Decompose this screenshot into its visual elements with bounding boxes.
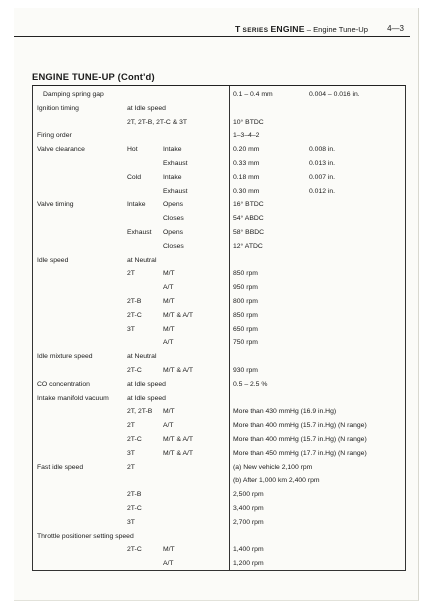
spec-value-metric: More than 430 mmHg (16.9 in.Hg) (233, 408, 337, 416)
spec-item: Valve clearance (37, 146, 85, 154)
spec-subcondition: M/T & A/T (163, 311, 194, 319)
spec-subcondition: A/T (163, 560, 174, 568)
spec-item: Firing order (37, 132, 72, 140)
table-row (33, 502, 405, 515)
header-title-prefix: T (234, 24, 241, 34)
spec-value-metric: More than 400 mmHg (15.7 in.Hg) (N range) (233, 422, 367, 430)
spec-value-metric: 54° ABDC (233, 215, 264, 223)
spec-subcondition: M/T (163, 298, 175, 305)
table-row (33, 254, 405, 267)
table-row (33, 171, 405, 184)
spec-item: Idle speed (37, 256, 69, 264)
table-row (33, 129, 405, 142)
spec-value-metric: 1–3–4–2 (233, 132, 260, 140)
spec-condition: at Idle speed (127, 104, 166, 112)
table-row (33, 198, 405, 211)
spec-value-metric: (b) After 1,000 km 2,400 rpm (233, 477, 320, 485)
table-row (33, 543, 405, 556)
spec-value-metric: 650 rpm (233, 325, 258, 333)
table-row (33, 143, 405, 156)
spec-value-metric: More than 450 mmHg (17.7 in.Hg) (N range) (233, 449, 367, 457)
spec-subcondition: Exhaust (163, 160, 188, 167)
table-row (33, 309, 405, 322)
table-row (33, 281, 405, 294)
table-row (33, 157, 405, 170)
spec-subcondition: M/T & A/T (163, 436, 194, 443)
spec-subcondition: A/T (163, 339, 174, 347)
spec-condition: at Neutral (127, 353, 157, 361)
spec-condition: 3T (127, 518, 135, 526)
spec-value-metric: 800 rpm (233, 298, 258, 305)
spec-subcondition: Opens (163, 201, 184, 209)
spec-condition: 2T-B (127, 491, 142, 499)
table-row (33, 461, 405, 474)
spec-value-metric: 1,200 rpm (233, 560, 264, 568)
spec-value-metric: 950 rpm (233, 284, 258, 292)
table-row (33, 392, 405, 405)
spec-condition: 2T-C (127, 546, 142, 554)
spec-condition: 2T-C (127, 505, 142, 512)
spec-condition: 2T (127, 270, 135, 278)
spec-condition: 2T-B (127, 298, 142, 305)
table-row (33, 447, 405, 460)
spec-value-metric: 0.30 mm (233, 187, 260, 195)
table-row (33, 240, 405, 253)
spec-item: Throttle positioner setting speed (37, 532, 134, 540)
spec-condition: 2T (127, 463, 135, 471)
spec-condition: 2T (127, 422, 135, 430)
header-title-series: SERIES (242, 27, 269, 34)
spec-subcondition: Closes (163, 215, 184, 223)
table-row (33, 530, 405, 543)
table-row (33, 474, 405, 487)
spec-value-metric: 750 rpm (233, 339, 258, 347)
spec-item: Valve timing (37, 201, 74, 209)
spec-value-metric: 1,400 rpm (233, 546, 264, 554)
spec-subcondition: A/T (163, 422, 174, 430)
spec-value-metric: 12° ATDC (233, 242, 263, 250)
table-row (33, 323, 405, 336)
spec-value-imperial: 0.013 in. (309, 160, 336, 167)
spec-table (32, 85, 406, 571)
spec-value-metric: 0.1 – 0.4 mm (233, 91, 273, 98)
section-title: ENGINE TUNE-UP (Cont'd) (32, 71, 155, 82)
spec-subcondition: M/T (163, 325, 175, 333)
table-row (33, 185, 405, 198)
spec-value-imperial: 0.012 in. (309, 187, 336, 195)
table-row (33, 488, 405, 501)
page-header (14, 24, 414, 40)
spec-subcondition: M/T (163, 408, 175, 416)
spec-condition: 2T, 2T-B (127, 408, 153, 416)
spec-subcondition: M/T (163, 546, 175, 554)
spec-value-metric: 0.33 mm (233, 160, 260, 167)
spec-value-metric: 2,500 rpm (233, 491, 264, 499)
spec-item: Ignition timing (37, 104, 79, 112)
spec-condition: 3T (127, 325, 135, 333)
spec-condition: at Neutral (127, 256, 157, 264)
spec-value-imperial: 0.004 – 0.016 in. (309, 91, 360, 98)
spec-value-metric: More than 400 mmHg (15.7 in.Hg) (N range) (233, 436, 367, 443)
spec-item: Intake manifold vacuum (37, 394, 109, 402)
table-row (33, 557, 405, 570)
table-row (33, 516, 405, 529)
spec-value-metric: (a) New vehicle 2,100 rpm (233, 463, 313, 471)
spec-condition: 2T, 2T-B, 2T-C & 3T (127, 118, 188, 126)
table-row (33, 405, 405, 418)
spec-condition: Exhaust (127, 229, 152, 236)
table-row (33, 378, 405, 391)
spec-value-metric: 16° BTDC (233, 201, 264, 209)
table-row (33, 116, 405, 129)
spec-value-metric: 2,700 rpm (233, 518, 264, 526)
table-row (33, 267, 405, 280)
spec-value-metric: 10° BTDC (233, 118, 264, 126)
spec-condition: 2T-C (127, 436, 142, 443)
table-row (33, 212, 405, 225)
spec-value-metric: 0.18 mm (233, 173, 260, 181)
spec-condition: at Idle speed (127, 380, 166, 388)
header-title (235, 24, 368, 34)
spec-subcondition: Opens (163, 229, 184, 236)
spec-item: CO concentration (37, 380, 90, 388)
spec-value-metric: 850 rpm (233, 270, 258, 278)
spec-value-metric: 930 rpm (233, 367, 258, 374)
table-row (33, 295, 405, 308)
spec-condition: 3T (127, 449, 135, 457)
spec-subcondition: Closes (163, 242, 184, 250)
spec-item: Idle mixture speed (37, 353, 93, 361)
spec-value-imperial: 0.007 in. (309, 173, 336, 181)
table-row (33, 419, 405, 432)
header-title-engine: ENGINE (270, 24, 305, 34)
header-rule (14, 36, 410, 37)
table-row (33, 226, 405, 239)
table-row (33, 433, 405, 446)
spec-condition: Intake (127, 201, 146, 209)
spec-value-metric: 0.20 mm (233, 146, 260, 154)
manual-page (14, 8, 419, 601)
table-row (33, 336, 405, 349)
spec-condition: 2T-C (127, 367, 142, 374)
spec-subcondition: M/T & A/T (163, 449, 194, 457)
spec-item: Fast idle speed (37, 463, 84, 471)
spec-value-imperial: 0.008 in. (309, 146, 336, 154)
table-row (33, 364, 405, 377)
spec-subcondition: Exhaust (163, 187, 188, 195)
spec-value-metric: 850 rpm (233, 311, 258, 319)
table-row (33, 350, 405, 363)
header-title-suffix: – Engine Tune-Up (306, 25, 368, 34)
spec-value-metric: 3,400 rpm (233, 505, 264, 512)
spec-condition: 2T-C (127, 311, 142, 319)
spec-subcondition: M/T (163, 270, 175, 278)
table-row (33, 88, 405, 101)
table-row (33, 102, 405, 115)
spec-value-metric: 58° BBDC (233, 229, 265, 236)
spec-item: Damping spring gap (43, 91, 104, 98)
spec-value-metric: 0.5 – 2.5 % (233, 380, 268, 388)
spec-condition: at Idle speed (127, 394, 166, 402)
page-number: 4—3 (387, 24, 404, 33)
spec-subcondition: Intake (163, 173, 182, 181)
spec-condition: Cold (127, 173, 141, 181)
spec-subcondition: Intake (163, 146, 182, 154)
spec-condition: Hot (127, 146, 138, 154)
spec-subcondition: M/T & A/T (163, 367, 194, 374)
spec-subcondition: A/T (163, 284, 174, 292)
